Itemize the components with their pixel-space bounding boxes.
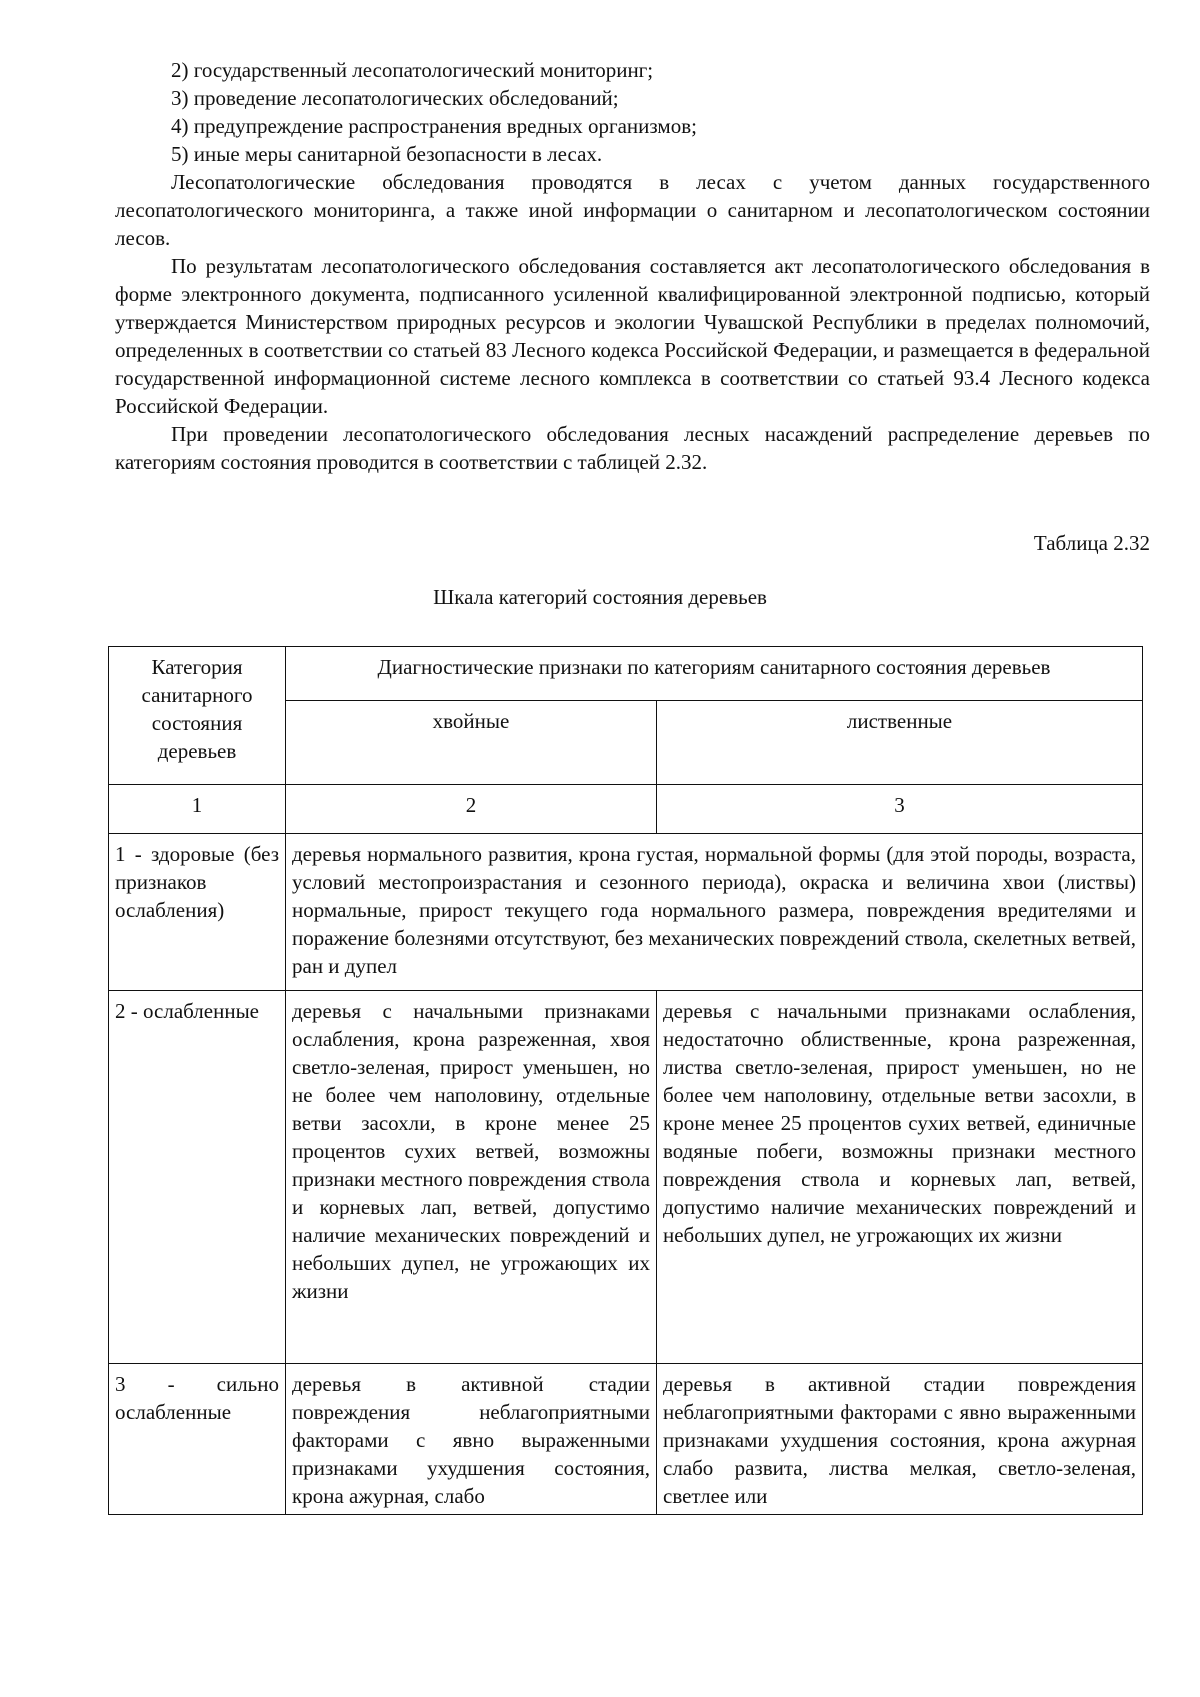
list-item: 2) государственный лесопатологический мониторинг; — [171, 58, 654, 82]
column-number: 1 — [109, 785, 286, 834]
category-cell: 3 - сильно ослабленные — [109, 1364, 286, 1515]
table-row — [109, 991, 1143, 1364]
paragraph: Лесопатологические обследования проводятся в лесах с учетом данных государственного лесопатологического мониторинга, а также иной информации о санитарном и лесопатологическом состоянии лесов. — [115, 170, 1150, 250]
header-category: Категория санитарного состояния деревьев — [109, 647, 286, 785]
list-item: 3) проведение лесопатологических обследований; — [171, 86, 619, 110]
paragraph: При проведении лесопатологического обследования лесных насаждений распределение деревьев по категориям состояния проводится в соответствии с таблицей 2.32. — [115, 422, 1150, 474]
signs-cell: деревья нормального развития, крона густая, нормальной формы (для этой породы, возраста, условий местопроизрастания и сезонного периода), окраска и величина хвои (листвы) нормальные, прирост текущего года нормального размера, повреждения вредителями и поражение болезнями отсутствуют, без механических повреждений ствола, скелетных ветвей, ран и дупел — [286, 834, 1143, 991]
category-cell: 1 - здоровые (без признаков ослабления) — [109, 834, 286, 991]
table-row — [109, 834, 1143, 991]
table-number: Таблица 2.32 — [1033, 531, 1150, 555]
category-cell: 2 - ослабленные — [109, 991, 286, 1364]
table-title: Шкала категорий состояния деревьев — [433, 585, 767, 609]
tree-condition-table — [108, 646, 1143, 1515]
table-row — [109, 1364, 1143, 1515]
column-number: 3 — [657, 785, 1143, 834]
header-conifer: хвойные — [286, 700, 657, 784]
conifer-signs-cell: деревья в активной стадии повреждения неблагоприятными факторами с явно выраженными признаками ухудшения состояния, крона ажурная, слабо — [286, 1364, 657, 1515]
deciduous-signs-cell: деревья с начальными признаками ослабления, недостаточно облиственные, крона разреженная, листва светло-зеленая, прирост уменьшен, но не более чем наполовину, отдельные ветви засохли, в кроне менее 25 процентов сухих ветвей, единичные водяные побеги, возможны признаки местного повреждения ствола и корневых лап, ветвей, допустимо наличие механических повреждений и небольших дупел, не угрожающих их жизни — [657, 991, 1143, 1364]
column-number: 2 — [286, 785, 657, 834]
header-deciduous: лиственные — [657, 700, 1143, 784]
intro-text — [115, 56, 1150, 476]
paragraph: По результатам лесопатологического обследования составляется акт лесопатологического обследования в форме электронного документа, подписанного усиленной квалифицированной электронной подписью, который утверждается Министерством природных ресурсов и экологии Чувашской Республики в пределах полномочий, определенных в соответствии со статьей 83 Лесного кодекса Российской Федерации, и размещается в федеральной государственной информационной системе лесного комплекса в соответствии со статьей 93.4 Лесного кодекса Российской Федерации. — [115, 254, 1150, 418]
deciduous-signs-cell: деревья в активной стадии повреждения неблагоприятными факторами с явно выраженными признаками ухудшения состояния, крона ажурная слабо развита, листва мелкая, светло-зеленая, светлее или — [657, 1364, 1143, 1515]
conifer-signs-cell: деревья с начальными признаками ослабления, крона разреженная, хвоя светло-зеленая, прирост уменьшен, но не более чем наполовину, отдельные ветви засохли, в кроне менее 25 процентов сухих ветвей, возможны признаки местного повреждения ствола и корневых лап, ветвей, допустимо наличие механических повреждений и небольших дупел, не угрожающих их жизни — [286, 991, 657, 1364]
list-item: 5) иные меры санитарной безопасности в лесах. — [171, 142, 603, 166]
header-diagnostic-signs: Диагностические признаки по категориям санитарного состояния деревьев — [286, 647, 1143, 701]
list-item: 4) предупреждение распространения вредных организмов; — [171, 114, 697, 138]
